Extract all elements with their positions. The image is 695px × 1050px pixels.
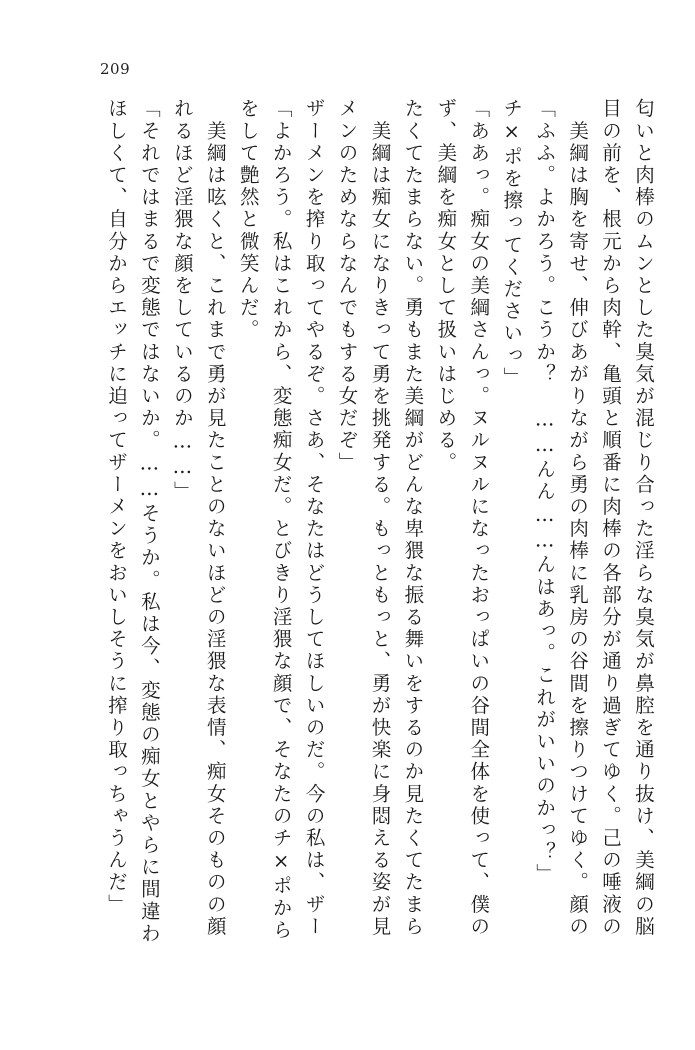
- text-line: たくてたまらない。勇もまた美綱がどんな卑猥な振る舞いをするのか見たくてたまら: [401, 98, 425, 938]
- text-line: ほしくて、自分からエッチに迫ってザーメンをおいしそうに搾り取っちゃうんだ」: [104, 98, 128, 916]
- text-line: ず、美綱を痴女として扱いはじめる。: [434, 98, 458, 474]
- text-line: 目の前を、根元から肉幹、亀頭と順番に肉棒の各部分が通り過ぎてゆく。己の唾液の: [599, 98, 622, 938]
- text-line: 美綱は痴女になりきって勇を挑発する。もっともっと、勇が快楽に身悶える姿が見: [368, 98, 392, 938]
- text-line: 美綱は呟くと、これまで勇が見たことのないほどの淫猥な表情、痴女そのものの顔: [203, 98, 227, 938]
- text-line: メンのためならなんでもする女だぞ」: [335, 98, 359, 474]
- page-number: 209: [100, 60, 131, 78]
- text-line: ザーメンを搾り取ってやるぞ。さあ、そなたはどうしてほしいのだ。今の私は、ザー: [302, 98, 326, 938]
- text-line: 「ふふ。よかろう。こうか？ ……んん……んはあっ。これがいいのかっ？」: [533, 98, 557, 886]
- text-line: 匂いと肉棒のムンとした臭気が混じり合った淫らな臭気が鼻腔を通り抜け、美綱の脳: [631, 98, 655, 938]
- text-line: れるほど淫猥な顔をしているのか……」: [170, 98, 194, 503]
- text-line: 「ああっ。痴女の美綱さんっ。ヌルヌルになったおっぱいの谷間全体を使って、僕の: [467, 98, 491, 938]
- text-line: 「それではまるで変態ではないか。……そうか。私は今、変態の痴女とやらに間違わ: [137, 98, 161, 945]
- text-line: をして艶然と微笑んだ。: [236, 98, 260, 342]
- text-line: 美綱は胸を寄せ、伸びあがりながら勇の肉棒に乳房の谷間を擦りつけてゆく。顔の: [566, 98, 590, 938]
- text-line: チ×ポを擦ってくださいっ」: [500, 98, 524, 389]
- vertical-text-body: [93, 98, 653, 968]
- text-line: 「よかろう。私はこれから、変態痴女だ。とびきり淫猥な顔で、そなたのチ×ポから: [269, 98, 293, 942]
